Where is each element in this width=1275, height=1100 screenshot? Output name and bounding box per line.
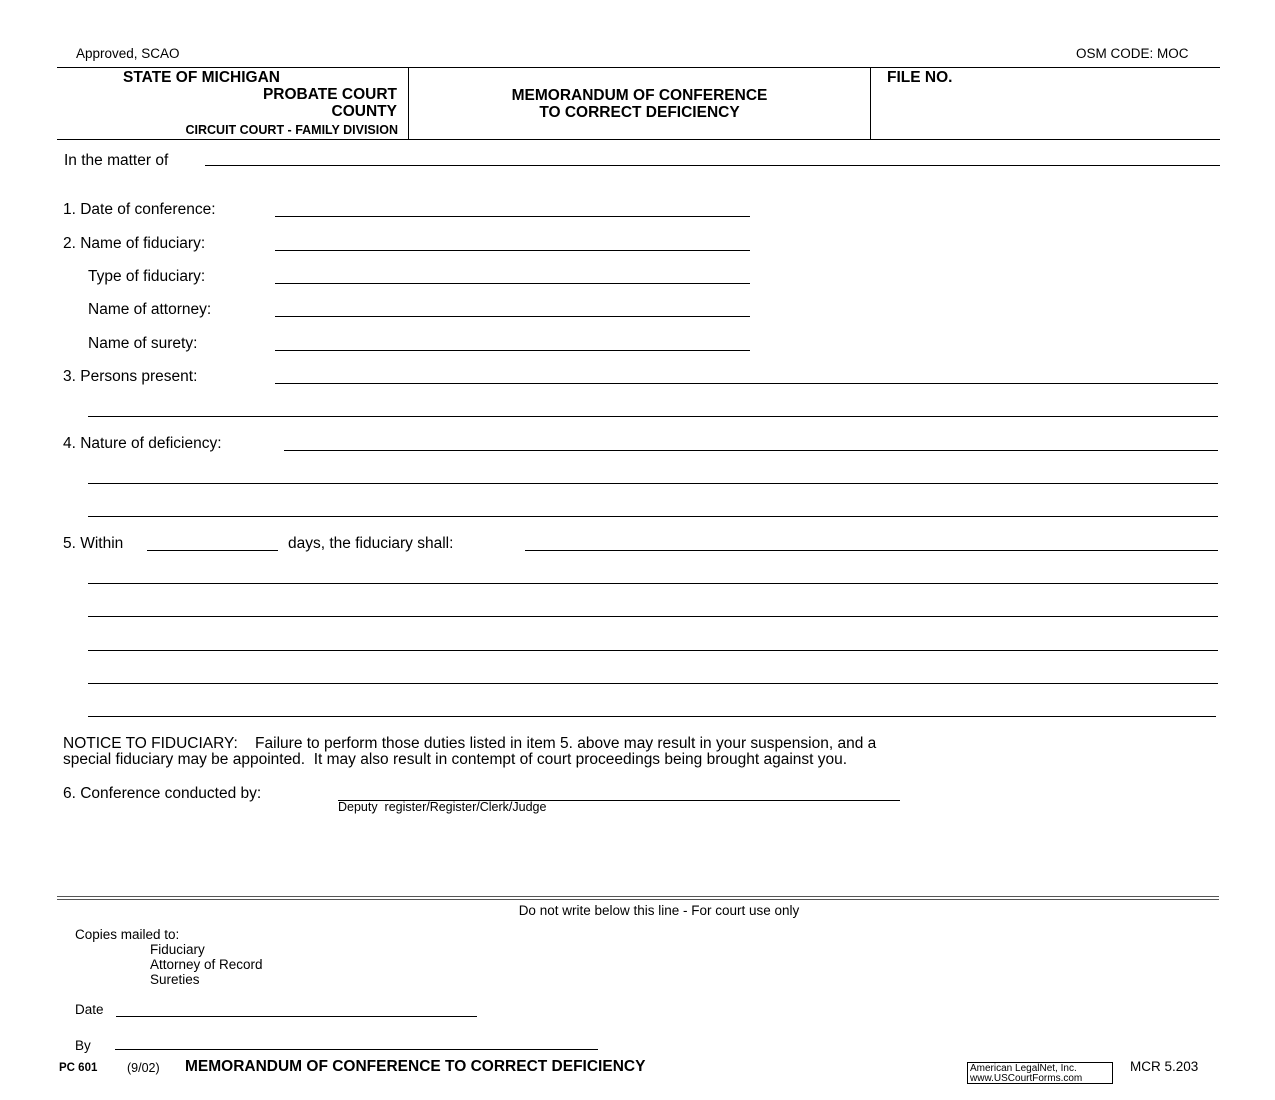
date-label: Date: [75, 1002, 104, 1017]
persons-present-label: 3. Persons present:: [63, 368, 198, 385]
fiduciary-shall-input-1[interactable]: [525, 550, 1218, 551]
name-of-surety-input[interactable]: [275, 350, 750, 351]
state-label: STATE OF MICHIGAN: [123, 69, 280, 86]
header-divider-2: [870, 67, 871, 139]
name-of-fiduciary-label: 2. Name of fiduciary:: [63, 235, 206, 252]
court-use-rule-1: [57, 896, 1219, 897]
vendor-url: www.USCourtForms.com: [970, 1073, 1083, 1084]
vendor-name: American LegalNet, Inc.: [970, 1063, 1077, 1074]
date-input[interactable]: [116, 1016, 477, 1017]
fiduciary-shall-input-6[interactable]: [88, 716, 1216, 717]
court-use-only-label: Do not write below this line - For court use only: [518, 903, 800, 918]
type-of-fiduciary-label: Type of fiduciary:: [88, 268, 206, 285]
title-line-2: TO CORRECT DEFICIENCY: [539, 104, 740, 121]
nature-of-deficiency-input-1[interactable]: [284, 450, 1218, 451]
probate-court-label: PROBATE COURT: [262, 86, 397, 103]
conducted-by-caption: Deputy register/Register/Clerk/Judge: [338, 800, 547, 814]
name-of-attorney-label: Name of attorney:: [88, 301, 212, 318]
name-of-attorney-input[interactable]: [275, 316, 750, 317]
form-date: (9/02): [127, 1061, 160, 1075]
persons-present-input-2[interactable]: [88, 416, 1218, 417]
by-input[interactable]: [115, 1049, 598, 1050]
matter-input[interactable]: [205, 165, 1220, 166]
fiduciary-shall-input-3[interactable]: [88, 616, 1218, 617]
osm-code: OSM CODE: MOC: [1076, 46, 1189, 61]
file-no-label: FILE NO.: [887, 69, 953, 86]
days-shall-label: days, the fiduciary shall:: [288, 535, 454, 552]
persons-present-input-1[interactable]: [275, 383, 1218, 384]
date-of-conference-input[interactable]: [275, 216, 750, 217]
nature-of-deficiency-input-2[interactable]: [88, 483, 1218, 484]
vendor-box: [967, 1062, 1113, 1084]
matter-label: In the matter of: [64, 152, 169, 169]
recipient-fiduciary: Fiduciary: [150, 942, 205, 957]
within-label: 5. Within: [63, 535, 124, 552]
footer-form-title: MEMORANDUM OF CONFERENCE TO CORRECT DEFICIENCY: [185, 1058, 646, 1075]
recipient-attorney: Attorney of Record: [150, 957, 263, 972]
circuit-court-label: CIRCUIT COURT - FAMILY DIVISION: [185, 123, 398, 137]
copies-mailed-label: Copies mailed to:: [75, 927, 180, 942]
court-use-rule-2: [57, 899, 1219, 900]
conducted-by-label: 6. Conference conducted by:: [63, 785, 262, 802]
header-top-rule: [57, 67, 1220, 68]
notice-line-2: special fiduciary may be appointed. It may also result in contempt of court proceedings being brought against you.: [63, 751, 848, 768]
date-of-conference-label: 1. Date of conference:: [63, 201, 216, 218]
recipient-sureties: Sureties: [150, 972, 200, 987]
fiduciary-shall-input-4[interactable]: [88, 650, 1218, 651]
by-label: By: [75, 1038, 91, 1053]
file-no-input[interactable]: [880, 92, 1210, 132]
notice-line-1: NOTICE TO FIDUCIARY: Failure to perform those duties listed in item 5. above may result in your suspension, and a: [63, 735, 877, 752]
header-bottom-rule: [57, 139, 1220, 140]
nature-of-deficiency-label: 4. Nature of deficiency:: [63, 435, 222, 452]
approved-label: Approved, SCAO: [76, 46, 180, 61]
fiduciary-shall-input-2[interactable]: [88, 583, 1218, 584]
name-of-surety-label: Name of surety:: [88, 335, 198, 352]
fiduciary-shall-input-5[interactable]: [88, 683, 1218, 684]
mcr-rule: MCR 5.203: [1130, 1059, 1199, 1074]
nature-of-deficiency-input-3[interactable]: [88, 516, 1218, 517]
title-line-1: MEMORANDUM OF CONFERENCE: [511, 87, 768, 104]
type-of-fiduciary-input[interactable]: [275, 283, 750, 284]
form-code: PC 601: [59, 1062, 98, 1074]
name-of-fiduciary-input[interactable]: [275, 250, 750, 251]
county-label: COUNTY: [331, 103, 397, 120]
within-days-input[interactable]: [147, 550, 278, 551]
